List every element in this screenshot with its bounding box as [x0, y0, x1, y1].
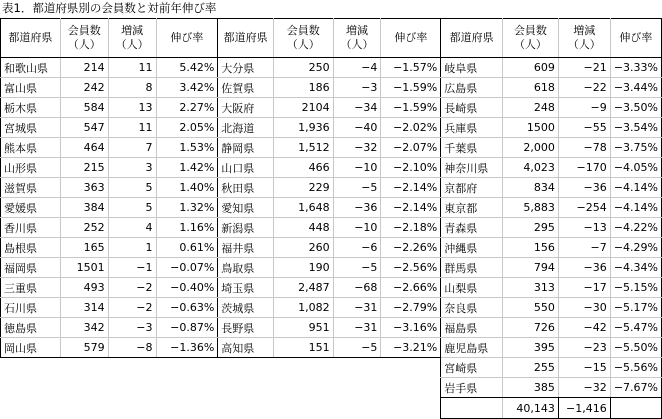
change-cell: 13 — [108, 98, 156, 118]
members-cell: 314 — [60, 298, 108, 318]
change-cell: −32 — [333, 138, 381, 158]
prefecture-cell: 東京都 — [441, 198, 503, 218]
members-cell: 186 — [273, 78, 333, 98]
change-cell: −78 — [558, 138, 610, 158]
rate-cell: −4.14% — [610, 198, 661, 218]
rate-cell: −2.14% — [381, 198, 441, 218]
change-cell: −36 — [558, 258, 610, 278]
members-cell: 2104 — [273, 98, 333, 118]
change-cell: −68 — [333, 278, 381, 298]
prefecture-cell: 山口県 — [218, 158, 274, 178]
header-row — [1, 19, 662, 58]
table-row — [1, 318, 662, 338]
rate-cell: −2.26% — [381, 238, 441, 258]
rate-cell: −5.50% — [610, 338, 661, 358]
change-cell: −31 — [333, 298, 381, 318]
change-cell: −4 — [333, 58, 381, 78]
change-cell: 5 — [108, 178, 156, 198]
prefecture-cell: 福岡県 — [1, 258, 61, 278]
members-cell: 726 — [503, 318, 559, 338]
rate-cell: −1.59% — [381, 98, 441, 118]
change-cell: 3 — [108, 158, 156, 178]
change-cell: −55 — [558, 118, 610, 138]
prefecture-cell: 大阪府 — [218, 98, 274, 118]
change-cell: −34 — [333, 98, 381, 118]
change-cell: −3 — [333, 78, 381, 98]
rate-cell: 1.16% — [156, 218, 218, 238]
rate-cell: −3.44% — [610, 78, 661, 98]
table-row — [1, 338, 662, 358]
change-cell: 4 — [108, 218, 156, 238]
members-cell: 466 — [273, 158, 333, 178]
change-cell: −32 — [558, 378, 610, 398]
header-change: 増減 （人） — [108, 19, 156, 58]
members-cell: 2,487 — [273, 278, 333, 298]
change-cell: −6 — [333, 238, 381, 258]
members-cell: 794 — [503, 258, 559, 278]
change-cell: −10 — [333, 158, 381, 178]
rate-cell: −3.75% — [610, 138, 661, 158]
rate-cell: −2.07% — [381, 138, 441, 158]
prefecture-cell: 鹿児島県 — [441, 338, 503, 358]
rate-cell: −4.34% — [610, 258, 661, 278]
prefecture-cell: 石川県 — [1, 298, 61, 318]
prefecture-cell: 京都府 — [441, 178, 503, 198]
members-cell: 1,082 — [273, 298, 333, 318]
header-members: 会員数 （人） — [273, 19, 333, 58]
table-row — [1, 378, 662, 398]
members-cell: 951 — [273, 318, 333, 338]
members-cell: 547 — [60, 118, 108, 138]
change-cell: 5 — [108, 198, 156, 218]
header-members: 会員数 （人） — [503, 19, 559, 58]
prefecture-cell: 秋田県 — [218, 178, 274, 198]
rate-cell: 2.27% — [156, 98, 218, 118]
members-cell: 1,512 — [273, 138, 333, 158]
prefecture-cell: 岩手県 — [441, 378, 503, 398]
members-cell: 363 — [60, 178, 108, 198]
prefecture-cell: 山形県 — [1, 158, 61, 178]
rate-cell: 1.40% — [156, 178, 218, 198]
change-cell: −10 — [333, 218, 381, 238]
header-members: 会員数 （人） — [60, 19, 108, 58]
change-cell: −13 — [558, 218, 610, 238]
members-cell: 250 — [273, 58, 333, 78]
change-cell: 8 — [108, 78, 156, 98]
prefecture-cell: 宮城県 — [1, 118, 61, 138]
change-cell: −23 — [558, 338, 610, 358]
members-cell: 464 — [60, 138, 108, 158]
members-cell: 579 — [60, 338, 108, 358]
rate-cell: −5.17% — [610, 298, 661, 318]
prefecture-cell: 愛知県 — [218, 198, 274, 218]
prefecture-cell: 福島県 — [441, 318, 503, 338]
members-cell: 156 — [503, 238, 559, 258]
prefecture-cell: 長崎県 — [441, 98, 503, 118]
total-change: −1,416 — [558, 398, 610, 419]
rate-cell: −5.56% — [610, 358, 661, 378]
membership-table — [0, 18, 662, 419]
change-cell: −2 — [108, 278, 156, 298]
change-cell: −22 — [558, 78, 610, 98]
members-cell: 385 — [503, 378, 559, 398]
prefecture-cell: 群馬県 — [441, 258, 503, 278]
members-cell: 1,648 — [273, 198, 333, 218]
members-cell: 584 — [60, 98, 108, 118]
change-cell: −8 — [108, 338, 156, 358]
rate-cell: −1.36% — [156, 338, 218, 358]
prefecture-cell: 茨城県 — [218, 298, 274, 318]
change-cell: −5 — [333, 178, 381, 198]
table-row — [1, 358, 662, 378]
members-cell: 255 — [503, 358, 559, 378]
change-cell: −7 — [558, 238, 610, 258]
change-cell: −36 — [558, 178, 610, 198]
table-row — [1, 158, 662, 178]
change-cell: −30 — [558, 298, 610, 318]
prefecture-cell: 高知県 — [218, 338, 274, 358]
total-row — [1, 398, 662, 419]
change-cell: −15 — [558, 358, 610, 378]
rate-cell: −3.16% — [381, 318, 441, 338]
members-cell: 229 — [273, 178, 333, 198]
prefecture-cell: 宮崎県 — [441, 358, 503, 378]
prefecture-cell: 佐賀県 — [218, 78, 274, 98]
table-row — [1, 98, 662, 118]
change-cell: −36 — [333, 198, 381, 218]
rate-cell: −2.56% — [381, 258, 441, 278]
change-cell: 11 — [108, 118, 156, 138]
rate-cell: 1.32% — [156, 198, 218, 218]
members-cell: 260 — [273, 238, 333, 258]
change-cell: −5 — [333, 258, 381, 278]
rate-cell: −4.14% — [610, 178, 661, 198]
prefecture-cell: 山梨県 — [441, 278, 503, 298]
table-row — [1, 298, 662, 318]
prefecture-cell: 熊本県 — [1, 138, 61, 158]
header-prefecture: 都道府県 — [441, 19, 503, 58]
members-cell: 242 — [60, 78, 108, 98]
change-cell: −17 — [558, 278, 610, 298]
prefecture-cell: 静岡県 — [218, 138, 274, 158]
members-cell: 493 — [60, 278, 108, 298]
change-cell: −9 — [558, 98, 610, 118]
header-change: 増減 （人） — [558, 19, 610, 58]
header-change: 増減 （人） — [333, 19, 381, 58]
prefecture-cell: 広島県 — [441, 78, 503, 98]
prefecture-cell: 大分県 — [218, 58, 274, 78]
rate-cell: −5.47% — [610, 318, 661, 338]
members-cell: 609 — [503, 58, 559, 78]
members-cell: 165 — [60, 238, 108, 258]
table-row — [1, 278, 662, 298]
members-cell: 214 — [60, 58, 108, 78]
prefecture-cell: 岡山県 — [1, 338, 61, 358]
rate-cell: 2.05% — [156, 118, 218, 138]
rate-cell: −3.21% — [381, 338, 441, 358]
table-row — [1, 138, 662, 158]
header-rate: 伸び率 — [610, 19, 661, 58]
rate-cell: 3.42% — [156, 78, 218, 98]
rate-cell: −1.57% — [381, 58, 441, 78]
table-row — [1, 178, 662, 198]
rate-cell: −4.05% — [610, 158, 661, 178]
prefecture-cell: 千葉県 — [441, 138, 503, 158]
members-cell: 151 — [273, 338, 333, 358]
prefecture-cell: 新潟県 — [218, 218, 274, 238]
prefecture-cell: 香川県 — [1, 218, 61, 238]
change-cell: −31 — [333, 318, 381, 338]
table-row — [1, 58, 662, 78]
members-cell: 1,936 — [273, 118, 333, 138]
rate-cell: −0.40% — [156, 278, 218, 298]
rate-cell: −2.18% — [381, 218, 441, 238]
members-cell: 618 — [503, 78, 559, 98]
members-cell: 5,883 — [503, 198, 559, 218]
prefecture-cell: 鳥取県 — [218, 258, 274, 278]
rate-cell: −3.33% — [610, 58, 661, 78]
members-cell: 384 — [60, 198, 108, 218]
members-cell: 395 — [503, 338, 559, 358]
members-cell: 834 — [503, 178, 559, 198]
members-cell: 4,023 — [503, 158, 559, 178]
header-rate: 伸び率 — [381, 19, 441, 58]
rate-cell: −5.15% — [610, 278, 661, 298]
rate-cell: −3.54% — [610, 118, 661, 138]
table-row — [1, 198, 662, 218]
total-members: 40,143 — [503, 398, 559, 419]
change-cell: 1 — [108, 238, 156, 258]
members-cell: 448 — [273, 218, 333, 238]
table-row — [1, 258, 662, 278]
members-cell: 313 — [503, 278, 559, 298]
rate-cell: −2.14% — [381, 178, 441, 198]
rate-cell: −2.79% — [381, 298, 441, 318]
table-title: 表1．都道府県別の会員数と対前年伸び率 — [2, 1, 217, 15]
rate-cell: −0.07% — [156, 258, 218, 278]
prefecture-cell: 奈良県 — [441, 298, 503, 318]
prefecture-cell: 滋賀県 — [1, 178, 61, 198]
prefecture-cell: 埼玉県 — [218, 278, 274, 298]
change-cell: −254 — [558, 198, 610, 218]
rate-cell: −2.66% — [381, 278, 441, 298]
members-cell: 2,000 — [503, 138, 559, 158]
rate-cell: −4.22% — [610, 218, 661, 238]
table-row — [1, 118, 662, 138]
header-prefecture: 都道府県 — [1, 19, 61, 58]
prefecture-cell: 長野県 — [218, 318, 274, 338]
prefecture-cell: 青森県 — [441, 218, 503, 238]
rate-cell: −0.87% — [156, 318, 218, 338]
prefecture-cell: 神奈川県 — [441, 158, 503, 178]
table-row — [1, 238, 662, 258]
prefecture-cell: 兵庫県 — [441, 118, 503, 138]
members-cell: 215 — [60, 158, 108, 178]
prefecture-cell: 北海道 — [218, 118, 274, 138]
members-cell: 295 — [503, 218, 559, 238]
rate-cell: 1.42% — [156, 158, 218, 178]
members-cell: 550 — [503, 298, 559, 318]
prefecture-cell: 三重県 — [1, 278, 61, 298]
header-prefecture: 都道府県 — [218, 19, 274, 58]
rate-cell: −0.63% — [156, 298, 218, 318]
members-cell: 1501 — [60, 258, 108, 278]
members-cell: 248 — [503, 98, 559, 118]
rate-cell: 5.42% — [156, 58, 218, 78]
change-cell: −1 — [108, 258, 156, 278]
change-cell: −42 — [558, 318, 610, 338]
table-row — [1, 78, 662, 98]
rate-cell: −7.67% — [610, 378, 661, 398]
members-cell: 342 — [60, 318, 108, 338]
change-cell: 11 — [108, 58, 156, 78]
change-cell: −5 — [333, 338, 381, 358]
change-cell: −3 — [108, 318, 156, 338]
prefecture-cell: 沖縄県 — [441, 238, 503, 258]
change-cell: 7 — [108, 138, 156, 158]
prefecture-cell: 島根県 — [1, 238, 61, 258]
prefecture-cell: 富山県 — [1, 78, 61, 98]
members-cell: 252 — [60, 218, 108, 238]
prefecture-cell: 岐阜県 — [441, 58, 503, 78]
table-row — [1, 218, 662, 238]
rate-cell: 0.61% — [156, 238, 218, 258]
members-cell: 1500 — [503, 118, 559, 138]
prefecture-cell: 徳島県 — [1, 318, 61, 338]
rate-cell: −2.10% — [381, 158, 441, 178]
prefecture-cell: 和歌山県 — [1, 58, 61, 78]
rate-cell: −2.02% — [381, 118, 441, 138]
prefecture-cell: 福井県 — [218, 238, 274, 258]
rate-cell: −4.29% — [610, 238, 661, 258]
change-cell: −21 — [558, 58, 610, 78]
change-cell: −40 — [333, 118, 381, 138]
rate-cell: 1.53% — [156, 138, 218, 158]
rate-cell: −3.50% — [610, 98, 661, 118]
prefecture-cell: 栃木県 — [1, 98, 61, 118]
change-cell: −170 — [558, 158, 610, 178]
prefecture-cell: 愛媛県 — [1, 198, 61, 218]
header-rate: 伸び率 — [156, 19, 218, 58]
change-cell: −2 — [108, 298, 156, 318]
members-cell: 190 — [273, 258, 333, 278]
rate-cell: −1.59% — [381, 78, 441, 98]
